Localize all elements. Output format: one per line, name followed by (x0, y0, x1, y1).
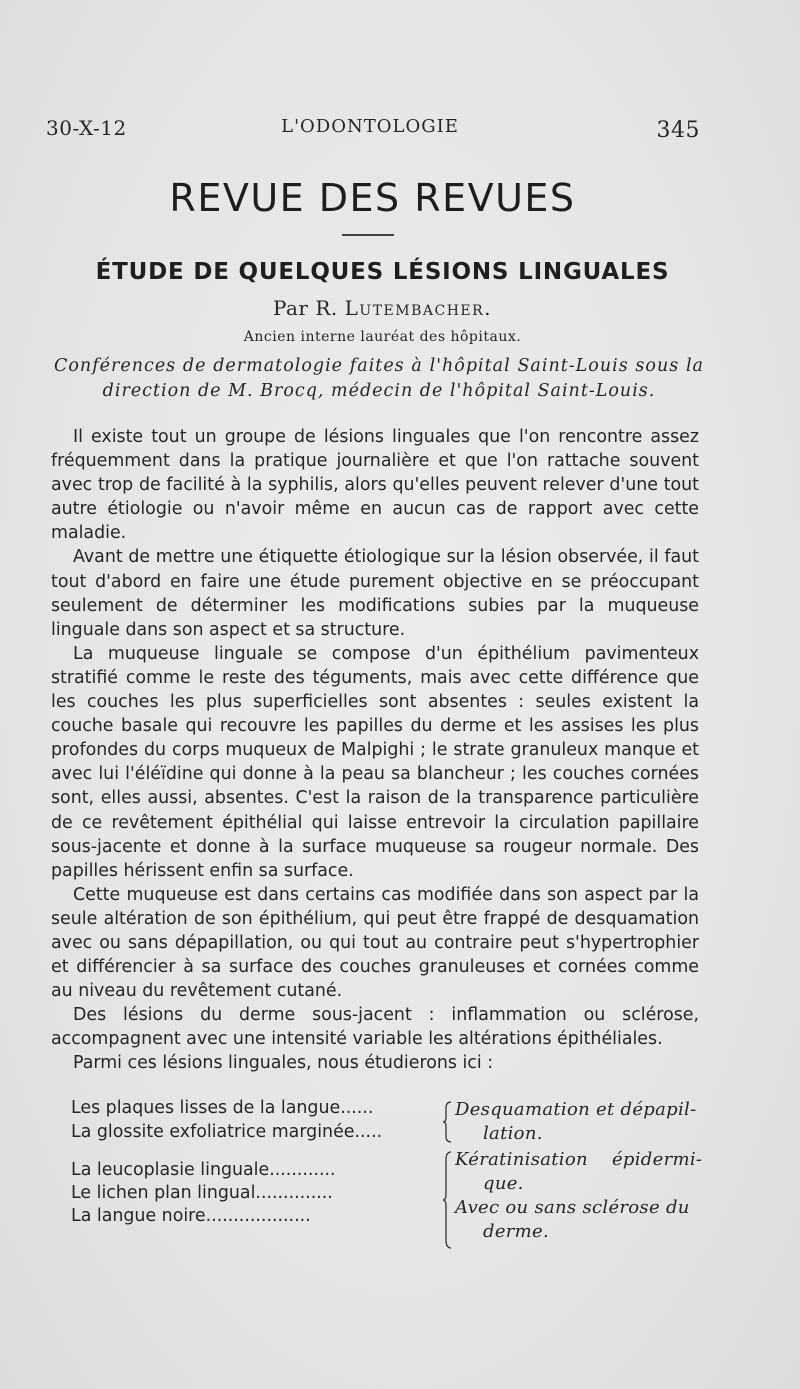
page-number: 345 (656, 118, 700, 143)
category-line: Desquamation et dépapil- (455, 1099, 697, 1120)
article-body (51, 425, 699, 1076)
paragraph: Avant de mettre une étiquette étiologique sur la lésion observée, il faut tout d'abord en faire une étude purement objective en se préoccupant seulement de déterminer les modifications subies par la muqueuse linguale dans son aspect et sa structure. (51, 547, 699, 640)
brace-group-2 (441, 1150, 455, 1250)
section-title: REVUE DES REVUES (169, 176, 576, 220)
list-item-leader: ............ (269, 1160, 336, 1180)
byline (20, 296, 745, 320)
category-line: lation. (483, 1123, 543, 1144)
issue-date: 30-X-12 (46, 116, 127, 140)
author-affiliation: Ancien interne lauréat des hôpitaux. (243, 329, 522, 345)
list-item-leader: ...... (340, 1098, 374, 1118)
paragraph: Des lésions du derme sous-jacent : inflammation ou sclérose, accompagnent avec une intensité variable les altérations épithéliales. (51, 1005, 699, 1050)
lesion-list (71, 1098, 711, 1258)
paragraph: Parmi ces lésions linguales, nous étudierons ici : (73, 1053, 494, 1074)
list-item (71, 1183, 333, 1203)
category-line: Kératinisation épidermi- (455, 1149, 703, 1170)
list-item-label: Les plaques lisses de la langue (71, 1098, 341, 1118)
brace-group-1 (441, 1100, 455, 1144)
title-rule (342, 234, 394, 236)
conference-note: Conférences de dermatologie faites à l'hôpital Saint-Louis sous la direction de M. Brocq, médecin de l'hôpital Saint-Louis. (54, 356, 704, 401)
list-item-label: Le lichen plan lingual (71, 1183, 256, 1203)
list-item-label: La leucoplasie linguale (71, 1160, 270, 1180)
paragraph: Cette muqueuse est dans certains cas modifiée dans son aspect par la seule altération de son épithélium, qui peut être frappé de desquamation avec ou sans dépapillation, ou qui tout au contraire peut s'hypertrophier et différencier à sa surface des couches granuleuses et cornées comme au niveau du revêtement cutané. (51, 884, 699, 1002)
list-item-leader: .............. (255, 1183, 333, 1203)
category-line: derme. (483, 1221, 550, 1242)
author-name: Lutembacher. (344, 296, 493, 320)
list-item-leader: ................... (205, 1206, 311, 1226)
running-head (40, 116, 700, 146)
byline-prefix: Par R. (272, 296, 338, 320)
category-line: Avec ou sans sclérose du (455, 1197, 690, 1218)
list-item (71, 1122, 382, 1142)
list-item (71, 1206, 311, 1226)
journal-name: L'ODONTOLOGIE (281, 116, 459, 137)
paragraph: Il existe tout un groupe de lésions linguales que l'on rencontre assez fréquemment dans la pratique journalière et que l'on rattache souvent avec trop de facilité à la syphilis, alors qu'elles peuvent relever d'une tout autre étiologie ou n'avoir même en aucun cas de rapport avec cette maladie. (51, 427, 699, 544)
category-keratinisation (455, 1148, 702, 1244)
list-item-label: La langue noire (71, 1206, 206, 1226)
category-desquamation (455, 1098, 696, 1146)
list-item-label: La glossite exfoliatrice marginée (71, 1122, 355, 1142)
list-item (71, 1160, 336, 1180)
list-item (71, 1098, 373, 1118)
paragraph: La muqueuse linguale se compose d'un épithélium pavimenteux stratifié comme le reste des téguments, mais avec cette différence que les couches les plus superficielles sont absentes : seules existent la couche basale qui recouvre les papilles du derme et les assises les plus profondes du corps muqueux de Malpighi ; le strate granuleux manque et avec lui l'éléïdine qui donne à la peau sa blancheur ; les couches cornées sont, elles aussi, absentes. C'est la raison de la transparence particulière de ce revêtement épithélial qui laisse entrevoir la circulation papillaire sous-jacente et donne à la surface muqueuse sa rougeur normale. Des papilles hérissent enfin sa surface. (51, 643, 699, 881)
article-title: ÉTUDE DE QUELQUES LÉSIONS LINGUALES (95, 259, 670, 285)
list-item-leader: ..... (354, 1122, 383, 1142)
category-line: que. (483, 1173, 524, 1194)
